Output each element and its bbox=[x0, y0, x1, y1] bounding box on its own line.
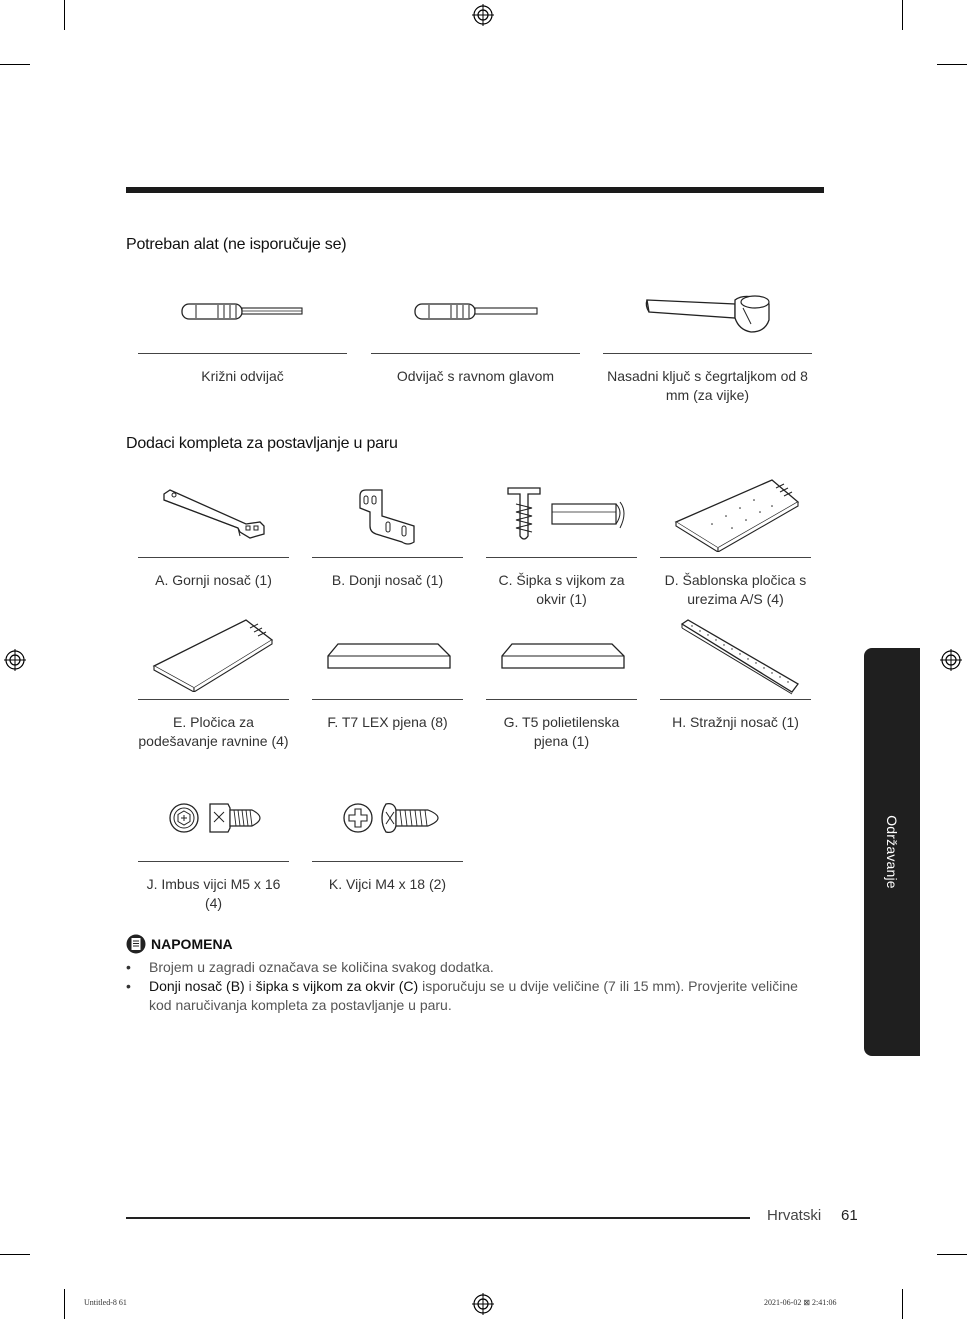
kit-label: D. Šablonska pločica s urezima A/S (4) bbox=[664, 572, 807, 607]
item-rule bbox=[312, 699, 463, 700]
item-rule bbox=[486, 699, 637, 700]
item-rule bbox=[660, 699, 811, 700]
item-rule bbox=[371, 353, 580, 354]
chapter-tab bbox=[864, 648, 920, 1056]
tool-label: Odvijač s ravnom glavom bbox=[396, 368, 555, 384]
flathead-screwdriver-icon bbox=[411, 300, 541, 324]
print-slug-left: Untitled-8 61 bbox=[84, 1298, 127, 1307]
crop-mark bbox=[902, 1289, 903, 1319]
item-rule bbox=[603, 353, 812, 354]
bullet-dot: • bbox=[126, 959, 131, 975]
print-slug-right: 2021-06-02 ⊠ 2:41:06 bbox=[764, 1298, 837, 1307]
bar-with-frame-screw-icon bbox=[502, 482, 628, 544]
kit-label: K. Vijci M4 x 18 (2) bbox=[328, 876, 447, 892]
registration-mark-icon bbox=[472, 1293, 494, 1315]
note-text: i bbox=[244, 978, 256, 994]
tool-item bbox=[371, 290, 580, 410]
item-rule bbox=[312, 557, 463, 558]
note-icon bbox=[126, 934, 146, 954]
kit-item bbox=[138, 474, 289, 624]
footer-rule bbox=[126, 1217, 750, 1219]
kit-label: C. Šipka s vijkom za okvir (1) bbox=[498, 572, 625, 607]
header-rule bbox=[126, 187, 824, 193]
item-rule bbox=[138, 861, 289, 862]
crop-mark bbox=[937, 64, 967, 65]
phillips-screwdriver-icon bbox=[178, 300, 308, 324]
template-plate-icon bbox=[672, 476, 802, 552]
kit-label: F. T7 LEX pjena (8) bbox=[327, 714, 448, 730]
screw-m4-icon bbox=[342, 800, 442, 836]
kit-item bbox=[138, 778, 289, 918]
kit-item bbox=[312, 474, 463, 624]
registration-mark-icon bbox=[940, 649, 962, 671]
rear-bracket-icon bbox=[678, 618, 800, 696]
note-text: Brojem u zagradi označava se količina svakog dodatka. bbox=[149, 959, 494, 975]
crop-mark bbox=[937, 1254, 967, 1255]
kit-label: H. Stražnji nosač (1) bbox=[672, 714, 799, 730]
registration-mark-icon bbox=[4, 649, 26, 671]
crop-mark bbox=[64, 1289, 65, 1319]
footer-language: Hrvatski bbox=[767, 1207, 822, 1224]
chapter-tab-label: Održavanje bbox=[884, 815, 900, 889]
kit-item bbox=[660, 616, 811, 776]
lower-bracket-icon bbox=[352, 486, 422, 548]
bullet-dot: • bbox=[126, 978, 131, 994]
ratchet-wrench-icon bbox=[643, 290, 778, 338]
kit-item bbox=[486, 616, 637, 776]
kit-item bbox=[660, 474, 811, 624]
upper-bracket-icon bbox=[160, 486, 270, 542]
tools-section-title: Potreban alat (ne isporučuje se) bbox=[126, 236, 347, 253]
kit-item bbox=[312, 778, 463, 918]
tool-item bbox=[138, 290, 347, 410]
kit-item bbox=[138, 616, 289, 776]
item-rule bbox=[138, 557, 289, 558]
page-number: 61 bbox=[841, 1207, 858, 1224]
tool-item bbox=[603, 290, 812, 410]
kit-label: E. Pločica za podešavanje ravnine (4) bbox=[138, 714, 289, 749]
kit-label: B. Donji nosač (1) bbox=[331, 572, 444, 588]
t5-pe-foam-icon bbox=[500, 640, 626, 672]
leveling-plate-icon bbox=[150, 618, 276, 692]
kit-label: J. Imbus vijci M5 x 16 (4) bbox=[146, 876, 281, 911]
kit-section-title: Dodaci kompleta za postavljanje u paru bbox=[126, 435, 398, 452]
registration-mark-icon bbox=[472, 4, 494, 26]
t7-lex-foam-icon bbox=[326, 640, 452, 672]
item-rule bbox=[312, 861, 463, 862]
item-rule bbox=[660, 557, 811, 558]
item-rule bbox=[486, 557, 637, 558]
note-heading bbox=[126, 934, 233, 954]
kit-item bbox=[312, 616, 463, 776]
note-bullet bbox=[126, 977, 806, 1015]
kit-label: G. T5 polietilenska pjena (1) bbox=[503, 714, 620, 749]
note-title: NAPOMENA bbox=[151, 936, 233, 952]
crop-mark bbox=[0, 1254, 30, 1255]
crop-mark bbox=[0, 64, 30, 65]
tool-label: Nasadni ključ s čegrtaljkom od 8 mm (za vijke) bbox=[607, 368, 808, 403]
item-rule bbox=[138, 353, 347, 354]
crop-mark bbox=[902, 0, 903, 30]
hex-screw-m5-icon bbox=[168, 800, 264, 836]
note-highlight: Donji nosač (B) bbox=[149, 978, 245, 994]
item-rule bbox=[138, 699, 289, 700]
note-highlight: šipka s vijkom za okvir (C) bbox=[255, 978, 419, 994]
tool-label: Križni odvijač bbox=[201, 368, 284, 384]
note-list bbox=[126, 958, 806, 1015]
note-bullet bbox=[126, 958, 806, 977]
crop-mark bbox=[64, 0, 65, 30]
note-text: isporučuju se u dvije veličine (7 ili 15 mm). Provjerite veličine kod naručivanja kompleta za postavljanje u paru. bbox=[149, 978, 798, 1013]
kit-item bbox=[486, 474, 637, 624]
kit-label: A. Gornji nosač (1) bbox=[155, 572, 272, 588]
